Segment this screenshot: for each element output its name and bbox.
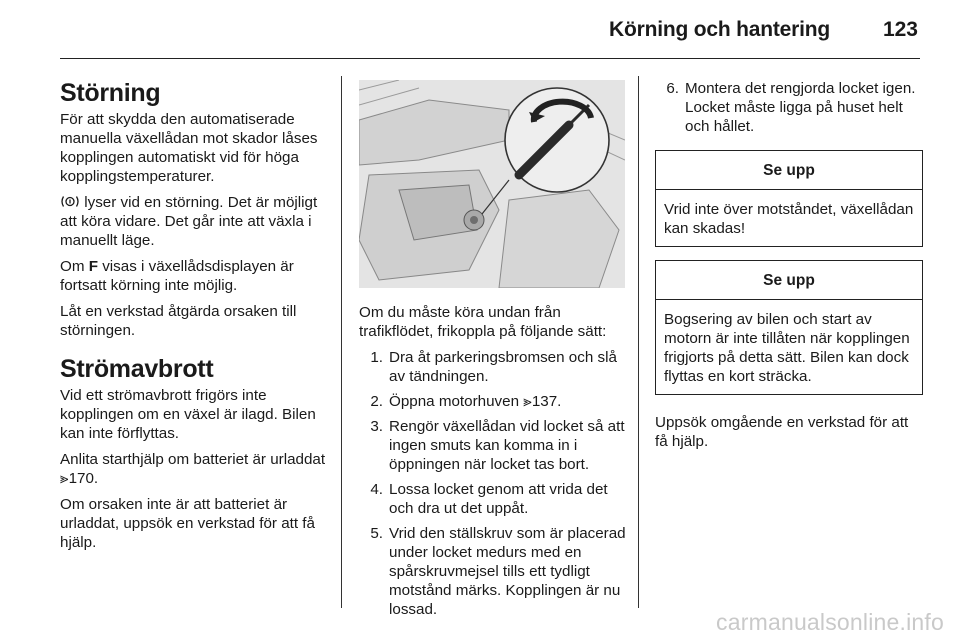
step-number: 1. [370,349,383,366]
page-reference-arrow-icon: ⪢ [523,393,532,410]
paragraph [60,193,328,250]
caution-box [655,150,923,247]
column-3 [655,79,923,458]
page-number: 123 [882,18,918,41]
caution-text: Vrid inte över motståndet, växellådan kan skadas! [664,201,914,237]
section-heading-stromavbrott: Strömavbrott [60,355,214,383]
step-number: 4. [370,481,383,498]
page-reference[interactable]: 137. [531,393,562,410]
paragraph [60,257,328,295]
list-item [359,524,627,619]
step-text: Vrid den ställskruv som är placerad under locket medurs med en spårskruvmejsel tills ett tydligt motstånd märks. Kopplingen är nu lossad. [389,525,626,618]
engine-photo [359,80,625,288]
column-divider-right [638,76,639,608]
step-number: 5. [370,525,383,542]
step-list-continued [655,79,923,136]
paragraph: För att skydda den automatiserade manuella växellådan mot skador låses kopplingen automatiskt vid för höga kopplingstemperaturer. [60,111,318,185]
caution-text: Bogsering av bilen och start av motorn är inte tillåten när kopplingen frigjorts på detta sätt. Bilen kan dock flyttas en kort sträcka. [664,311,910,385]
list-item [359,417,627,474]
text: Anlita starthjälp om batteriet är urladdat [60,451,326,468]
step-list [359,348,627,619]
caution-box [655,260,923,395]
list-item [655,79,923,136]
closing-paragraph: Uppsök omgående en verkstad för att få hjälp. [655,414,909,450]
paragraph: Låt en verkstad åtgärda orsaken till störningen. [60,303,297,339]
step-text [389,392,627,411]
header-divider [60,58,920,59]
column-1 [60,78,328,559]
transmission-warning-icon [60,194,80,211]
step-number: 6. [666,80,679,97]
paragraph: Vid ett strömavbrott frigörs inte kopplingen om en växel är ilagd. Bilen kan inte förflyttas. [60,387,316,442]
step-text: Rengör växellådan vid locket så att ingen smuts kan komma in i öppningen när locket tas bort. [389,418,625,473]
text: Om [60,258,89,275]
paragraph-text: lyser vid en störning. Det är möjligt att köra vidare. Det går inte att växla i manuellt läge. [60,194,318,249]
text: Öppna motorhuven [389,393,524,410]
list-item [359,348,627,386]
watermark: carmanualsonline.info [716,609,944,635]
list-item [359,480,627,518]
caution-heading: Se upp [656,151,922,190]
display-letter: F [88,258,98,275]
paragraph [60,450,328,488]
step-text: Lossa locket genom att vrida det och dra ut det uppåt. [389,481,608,517]
section-heading-storning: Störning [60,79,161,107]
step-text: Montera det rengjorda locket igen. Locket måste ligga på huset helt och hållet. [685,80,916,135]
step-number: 2. [370,393,383,410]
caution-heading: Se upp [656,261,922,300]
column-2 [359,80,627,625]
paragraph: Om orsaken inte är att batteriet är urladdat, uppsök en verkstad för att få hjälp. [60,496,315,551]
page-reference[interactable]: 170. [68,470,99,487]
step-number: 3. [370,418,383,435]
page-header-title: Körning och hantering [609,18,830,41]
intro-paragraph: Om du måste köra undan från trafikflödet, frikoppla på följande sätt: [359,304,607,340]
list-item [359,392,627,411]
step-text: Dra åt parkeringsbromsen och slå av tändningen. [389,349,617,385]
column-divider-left [341,76,342,608]
page-reference-arrow-icon: ⪢ [60,470,69,487]
text: visas i växellådsdisplayen är fortsatt körning inte möjlig. [60,258,294,294]
